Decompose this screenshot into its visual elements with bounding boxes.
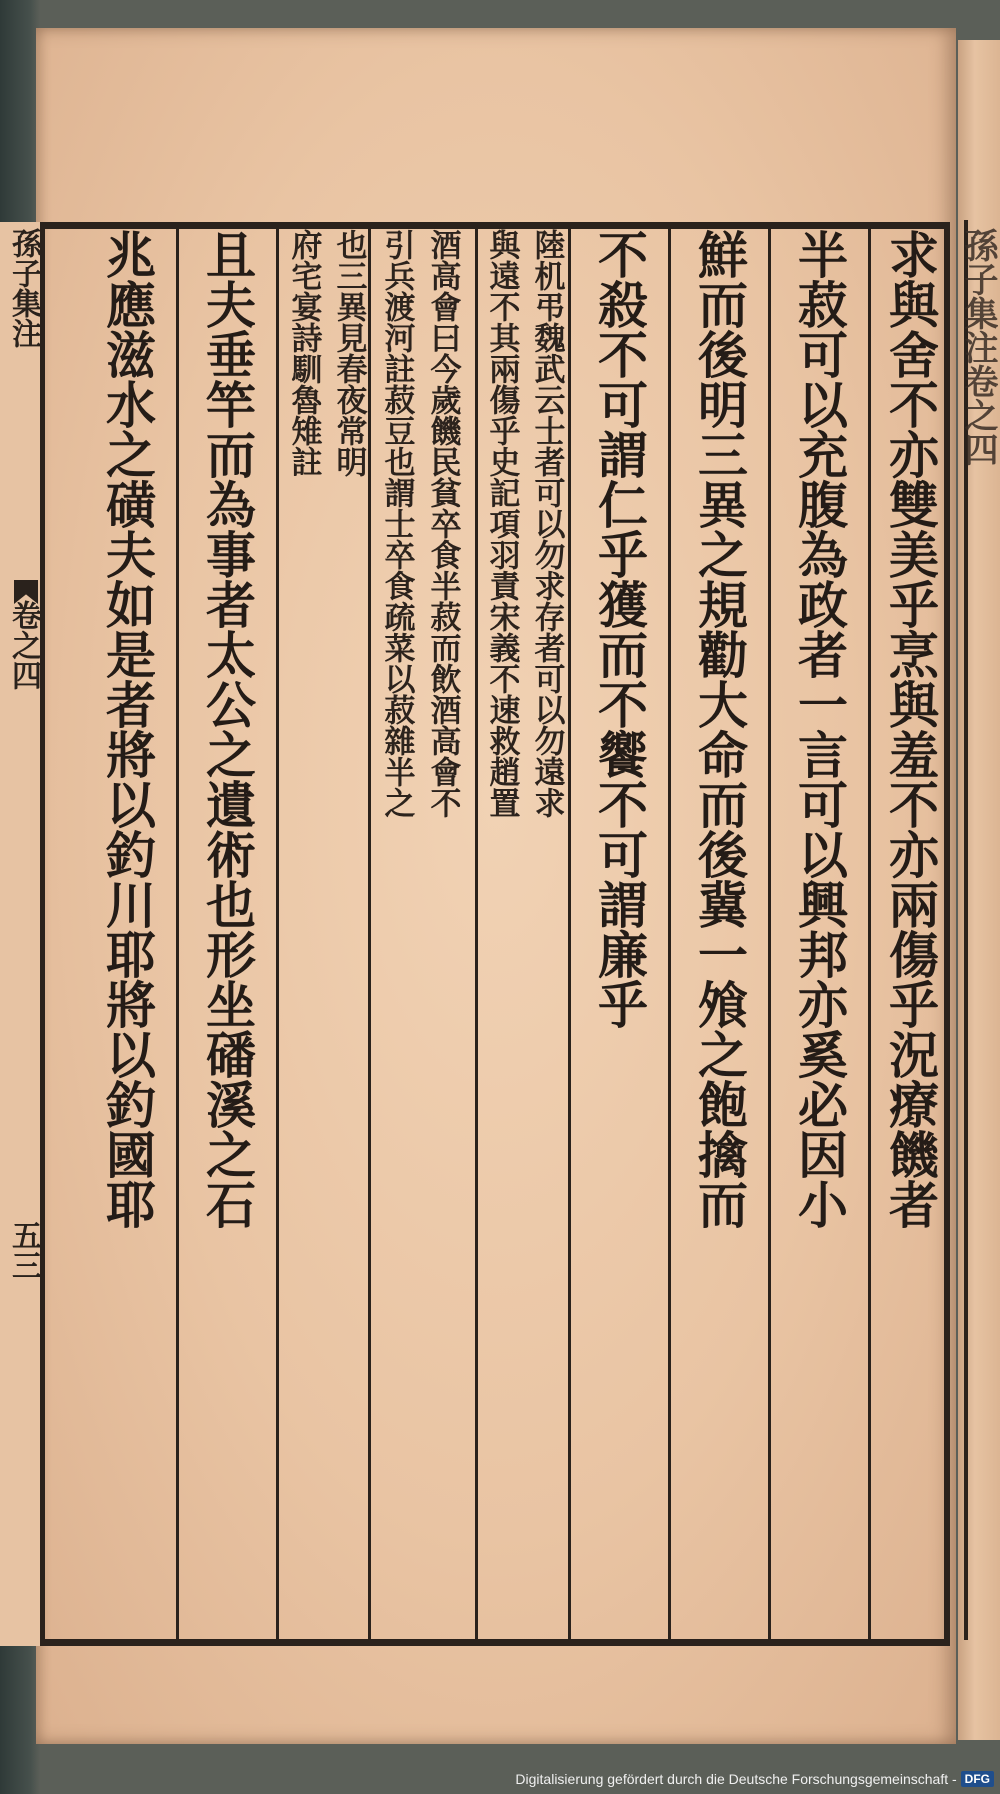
- margin-juan: 卷之四: [6, 600, 41, 690]
- commentary-column-3: [420, 229, 464, 1639]
- column-text: 酒高會曰今歲饑民貧卒食半菽而飲酒高會不: [424, 229, 461, 818]
- margin-title: 孫子集注: [6, 228, 41, 348]
- text-column-2: [774, 229, 864, 1639]
- column-text: 府宅宴詩馴魯雉註: [285, 229, 322, 477]
- commentary-column-2: [479, 229, 523, 1639]
- column-text: 也三異見春夜常明: [330, 229, 367, 477]
- column-rule: [276, 229, 279, 1639]
- page-margin-column: [0, 222, 40, 1646]
- facing-page-text: 孫子集注卷之四: [958, 228, 998, 466]
- commentary-column-6: [281, 229, 325, 1639]
- text-column-6: [82, 229, 172, 1639]
- column-rule: [668, 229, 671, 1639]
- commentary-column-1: [524, 229, 568, 1639]
- text-column-5: [182, 229, 272, 1639]
- column-text: 引兵渡河註菽豆也謂士卒食疏菜以菽雜半之: [378, 229, 415, 818]
- column-text: 兆應滋水之磺夫如是者將以釣川耶將以釣國耶: [98, 229, 157, 1229]
- column-text: 不殺不可謂仁乎獲而不饗不可謂廉乎: [590, 229, 649, 1029]
- text-column-1: [874, 229, 946, 1639]
- column-rule: [176, 229, 179, 1639]
- text-column-4: [574, 229, 664, 1639]
- column-text: 且夫垂竿而為事者太公之遺術也形坐磻溪之石: [198, 229, 257, 1229]
- column-rule: [568, 229, 571, 1639]
- digitization-credit: [515, 1766, 994, 1792]
- column-rule: [868, 229, 871, 1639]
- column-rule: [768, 229, 771, 1639]
- dfg-logo-icon: DFG: [961, 1771, 994, 1787]
- commentary-column-4: [374, 229, 418, 1639]
- commentary-column-5: [326, 229, 370, 1639]
- column-rule: [475, 229, 478, 1639]
- column-text: 與遠不其兩傷乎史記項羽責宋義不速救趙置: [483, 229, 520, 818]
- column-text: 陸机弔魏武云士者可以勿求存者可以勿遠求: [528, 229, 565, 818]
- margin-page-number: 五三: [6, 1220, 41, 1280]
- column-text: 半菽可以充腹為政者一言可以興邦亦奚必因小: [790, 229, 849, 1229]
- text-column-3: [674, 229, 764, 1639]
- credit-text: Digitalisierung gefördert durch die Deutsche Forschungsgemeinschaft -: [515, 1771, 957, 1787]
- column-text: 鮮而後明三異之規勸大命而後冀一飧之飽擒而: [690, 229, 749, 1229]
- column-text: 求與舍不亦雙美乎烹與羞不亦兩傷乎況療饑者: [881, 229, 940, 1229]
